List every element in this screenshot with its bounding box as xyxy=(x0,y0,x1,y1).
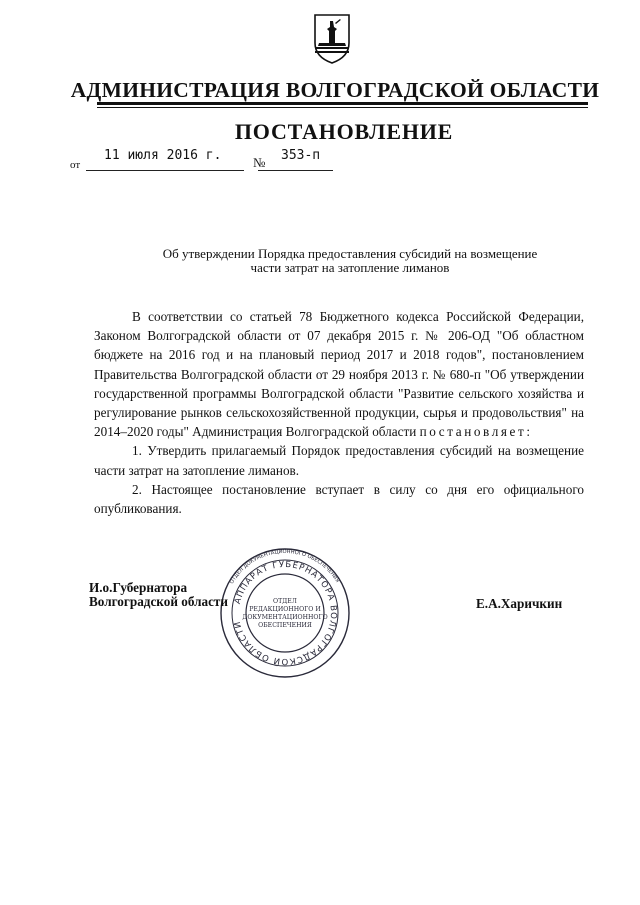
volgograd-coat-of-arms-icon xyxy=(313,13,351,65)
document-date: 11 июля 2016 г. xyxy=(104,148,222,163)
decree-item-1: 1. Утвердить прилагаемый Порядок предоставления субсидий на возмещение части затрат на затопление лиманов. xyxy=(94,443,584,478)
header-rule-thin xyxy=(97,107,588,108)
seal-center-line-3: ДОКУМЕНТАЦИОННОГО xyxy=(242,614,328,621)
number-label: № xyxy=(253,155,266,170)
header-rule-thick xyxy=(97,102,588,105)
seal-center-line-2: РЕДАКЦИОННОГО И xyxy=(249,606,321,613)
organization-title: АДМИНИСТРАЦИЯ ВОЛГОГРАДСКОЙ ОБЛАСТИ xyxy=(70,78,600,102)
seal-center-line-4: ОБЕСПЕЧЕНИЯ xyxy=(258,622,312,629)
decree-word: постановляет: xyxy=(419,424,533,440)
preamble-paragraph xyxy=(94,307,584,441)
number-underline xyxy=(258,170,333,171)
position-line-1: И.о.Губернатора xyxy=(89,580,188,595)
seal-ring-text: АППАРАТ ГУБЕРНАТОРА ВОЛГОГРАДСКОЙ ОБЛАСТИ xyxy=(232,559,339,667)
subject-line-1: Об утверждении Порядка предоставления субсидий на возмещение xyxy=(162,246,538,261)
date-prefix: от xyxy=(70,159,81,171)
document-type-title: ПОСТАНОВЛЕНИЕ xyxy=(234,119,454,144)
document-body xyxy=(94,307,584,518)
seal-outer-text: ОТДЕЛ ДОКУМЕНТАЦИОННОГО ОБЕСПЕЧЕНИЯ xyxy=(228,548,341,586)
preamble-text: В соответствии со статьей 78 Бюджетного кодекса Российской Федерации, Законом Волгоградской области от 07 декабря 2015 г. № 206-ОД "Об областном бюджете на 2016 год и на плановый период 2017 и 2018 годов", постановлением Правительства Волгоградской области от 29 ноября 2013 г. № 680-п "Об утверждении государственной программы Волгоградской области "Развитие сельского хозяйства и регулирование рынков сельскохозяйственной продукции, сырья и продовольствия" на 2014–2020 годы" Администрация Волгоградской области xyxy=(94,309,584,440)
date-underline xyxy=(86,170,244,171)
signatory-position xyxy=(89,581,228,609)
document-subject xyxy=(100,247,600,275)
official-round-seal-icon xyxy=(218,546,352,680)
position-line-2: Волгоградской области xyxy=(89,594,229,609)
decree-item-2: 2. Настоящее постановление вступает в силу со дня его официального опубликования. xyxy=(94,481,584,517)
signatory-name: Е.А.Харичкин xyxy=(476,596,563,611)
subject-line-2: части затрат на затопление лиманов xyxy=(250,260,450,275)
document-number: 353-п xyxy=(281,148,321,163)
seal-center-line-1: ОТДЕЛ xyxy=(273,598,297,605)
